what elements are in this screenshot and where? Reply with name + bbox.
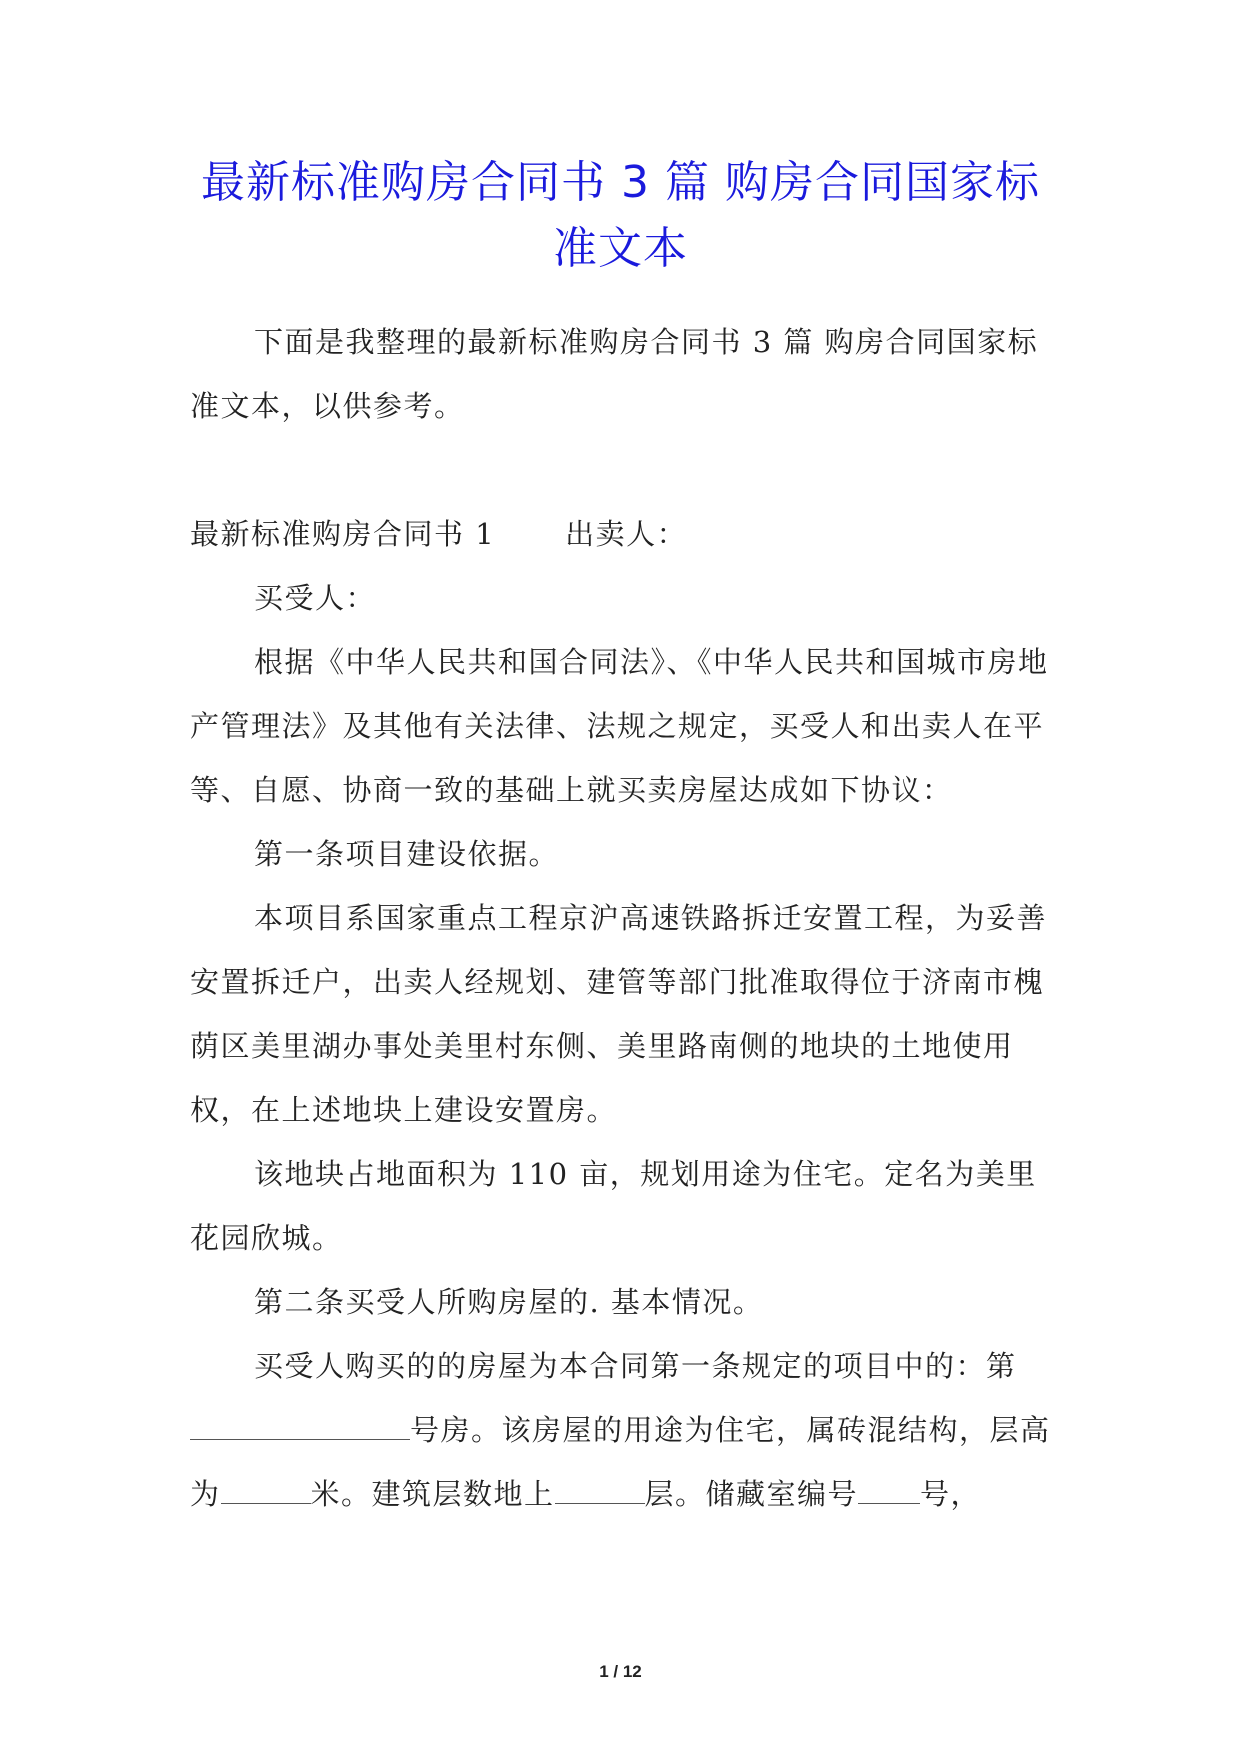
intro-paragraph: 下面是我整理的最新标准购房合同书 3 篇 购房合同国家标准文本，以供参考。 xyxy=(190,325,1039,423)
article-1-paragraph-1: 本项目系国家重点工程京沪高速铁路拆迁安置工程，为妥善安置拆迁户，出卖人经规划、建管等部门批准取得位于济南市槐荫区美里湖办事处美里村东侧、美里路南侧的地块的土地使用权，在上述地块上建设安置房。 xyxy=(190,901,1048,1127)
buyer-label: 买受人： xyxy=(254,581,377,615)
basis-paragraph: 根据《中华人民共和国合同法》、《中华人民共和国城市房地产管理法》及其他有关法律、法规之规定，买受人和出卖人在平等、自愿、协商一致的基础上就买卖房屋达成如下协议： xyxy=(190,645,1049,807)
floor-count-blank xyxy=(555,1481,645,1504)
article-1-title: 第一条项目建设依据。 xyxy=(254,837,560,871)
title-line-2: 准文本 xyxy=(553,223,688,274)
seller-label: 出卖人： xyxy=(565,517,688,551)
page-number: 1 / 12 xyxy=(599,1662,642,1681)
document-body xyxy=(190,310,1060,1526)
article-2-paragraph-1: 买受人购买的的房屋为本合同第一条规定的项目中的：第号房。该房屋的用途为住宅，属砖混结构，层高为 米。建筑层数地上 层。储藏室编号 号， xyxy=(190,1349,1051,1511)
contract-heading-line xyxy=(190,502,1060,566)
article-1-paragraph-2: 该地块占地面积为 110 亩，规划用途为住宅。定名为美里花园欣城。 xyxy=(190,1157,1037,1255)
document-title xyxy=(150,150,1091,282)
article-2-title: 第二条买受人所购房屋的. 基本情况。 xyxy=(254,1285,764,1319)
storage-number-blank xyxy=(858,1481,920,1504)
spacer xyxy=(190,438,1060,502)
title-line-1: 最新标准购房合同书 3 篇 购房合同国家标 xyxy=(201,157,1040,208)
contract-heading: 最新标准购房合同书 1 xyxy=(190,517,496,551)
room-number-blank xyxy=(190,1417,410,1440)
floor-height-blank xyxy=(221,1481,311,1504)
